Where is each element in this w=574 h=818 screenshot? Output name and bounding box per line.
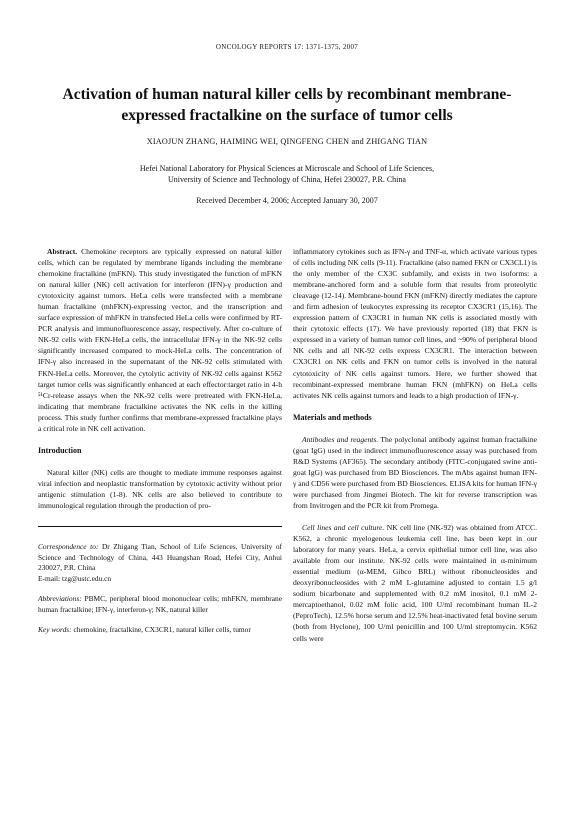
antibodies-paragraph [293, 434, 537, 511]
correspondence-label: Correspondence to: [38, 542, 99, 552]
correspondence-email[interactable]: E-mail: tzg@ustc.edu.cn [38, 573, 112, 583]
affiliation-line: Hefei National Laboratory for Physical Sciences at Microscale and School of Life Sciences, [139, 164, 435, 173]
cell-lines-label: Cell lines and cell culture. [302, 523, 385, 533]
antibodies-text: The polyclonal antibody against human fractalkine (goat IgG) used in the indirect immunofluorescence assay was purchased from R&D Systems (AF365). The secondary antibody (FITC-conjugated swine anti-goat IgG) was purchased from BD Biosciences. The mAbs against human IFN-γ and CD56 were purchased from BD Biosciences. ELISA kits for human IFN-γ were purchased from Jingmei Biotech. The kit for reverse transcription was from Invitrogen and the PCR kit from Promega. [293, 434, 538, 510]
keywords-text: chemokine, fractalkine, CX3CR1, natural killer cells, tumor [73, 625, 251, 635]
abstract [38, 246, 282, 434]
abbreviations-text: PBMC, peripheral blood mononuclear cells; mhFKN, membrane human fractalkine; IFN-γ, interferon-γ; NK, natural killer [38, 594, 282, 614]
introduction-heading: Introduction [38, 445, 82, 455]
abstract-text: Chemokine receptors are typically expressed on natural killer cells, which can be regulated by membrane ligands including the membrane chemokine fractalkine (mFKN). This study investigated the function of mFKN on natural killer (NK) cell activation for interferon (IFN)-γ production and cytotoxicity against tumors. HeLa cells were transfected with a membrane human fractalkine (mhFKN)-expressing vector, and the transcription and surface expression of mhFKN in transfected HeLa cells were confirmed by RT-PCR analysis and immunofluorescence assay, respectively. After co-culture of NK-92 cells with FKN-HeLa cells, the intracellular IFN-γ in the NK-92 cells significantly increased compared to mock-HeLa cells. The concentration of IFN-γ also increased in the supernatant of the NK-92 cells stimulated with FKN-HeLa cells. Moreover, the cytolytic activity of NK-92 cells against K562 target tumor cells was significantly enhanced at each effector:target ratio in 4-h ⁵¹Cr-release assays when the NK-92 cells were pretreated with FKN-HeLa, indicating that membrane fractalkine activates the NK cells in the killing process. This study further confirms that membrane-expressed fractalkine plays a critical role in NK cell activation. [38, 247, 282, 433]
running-head: ONCOLOGY REPORTS 17: 1371-1375, 2007 [215, 43, 359, 51]
correspondence-text: Dr Zhigang Tian, School of Life Sciences, University of Science and Technology of China, 443 Huangshan Road, Hefei City, Anhui 230027, P.R. China [38, 542, 282, 573]
abstract-label: Abstract. [47, 247, 78, 256]
affiliation [60, 163, 514, 185]
cell-lines-text: NK cell line (NK-92) was obtained from ATCC. K562, a chronic myelogenous leukemia cell line, has been kept in our laboratory for many years. HeLa, a cervix epithelial tumor cell line, was also available from our institute. NK-92 cells were maintained in α-minimum essential medium (α-MEM, Gibco BRL) without ribonucleosides and deoxyribonucleosides with 2 mM L-glutamine adjusted to contain 1.5 g/l sodium bicarbonate and supplemented with 0.2 mM inositol, 0.1 mM 2-mercaptoethanol, 0.02 mM folic acid, 100 U/ml recombinant human IL-2 (PeproTech), 12.5% horse serum and 12.5% heat-inactivated fetal bovine serum (both from Hyclone), 100 U/ml penicillin and 100 U/ml streptomycin. K562 cells were [293, 523, 537, 643]
introduction-paragraph: Natural killer (NK) cells are thought to mediate immune responses against viral infection and neoplastic transformation by cytotoxic activity without prior antigenic stimulation (1-8). NK cells are also believed to contribute to immunological regulation through the production of pro- [38, 467, 282, 510]
left-column [38, 246, 282, 636]
abbreviations-footnote [38, 594, 282, 615]
methods-heading: Materials and methods [293, 412, 372, 422]
introduction-paragraph-continued: inflammatory cytokines such as IFN-γ and TNF-α, which activate various types of cells including NK cells (9-11). Fractalkine (also named FKN or CX3CL1) is the only member of the CX3C subfamily, and exists in two isoforms: a membrane-anchored form and a soluble form that results from proteolytic cleavage (12-14). Membrane-bound FKN (mFKN) directly mediates the capture and firm adhesion of leukocytes expressing its receptor CX3CR1 (15,16). The expression pattern of CX3CR1 in human NK cells is associated mostly with their cytotoxic effects (17). We have previously reported (18) that FKN is expressed in a variety of human tumor cell lines, and ~90% of peripheral blood NK cells and all NK-92 cells express CX3CR1. The interaction between CX3CR1 on NK cells and FKN on tumor cells is involved in the natural cytotoxicity of NK cells against tumors. Here, we further showed that recombinant-expressed membrane human FKN (mhFKN) on HeLa cells activates NK cells against tumors and leads to a high production of IFN-γ. [293, 247, 537, 400]
right-column [293, 246, 537, 644]
abbreviations-label: Abbreviations: [38, 594, 82, 604]
keywords-label: Key words: [38, 625, 72, 635]
cell-lines-paragraph [293, 522, 537, 644]
keywords-footnote [38, 625, 282, 636]
correspondence-footnote [38, 542, 282, 584]
antibodies-label: Antibodies and reagents. [302, 434, 379, 444]
received-dates: Received December 4, 2006; Accepted January 30, 2007 [196, 196, 378, 205]
author-list: XIAOJUN ZHANG, HAIMING WEI, QINGFENG CHEN and ZHIGANG TIAN [146, 137, 428, 146]
article-title: Activation of human natural killer cells by recombinant membrane-expressed fractalkine on the surface of tumor cells [62, 86, 512, 124]
affiliation-line: University of Science and Technology of China, Hefei 230027, P.R. China [168, 175, 406, 184]
